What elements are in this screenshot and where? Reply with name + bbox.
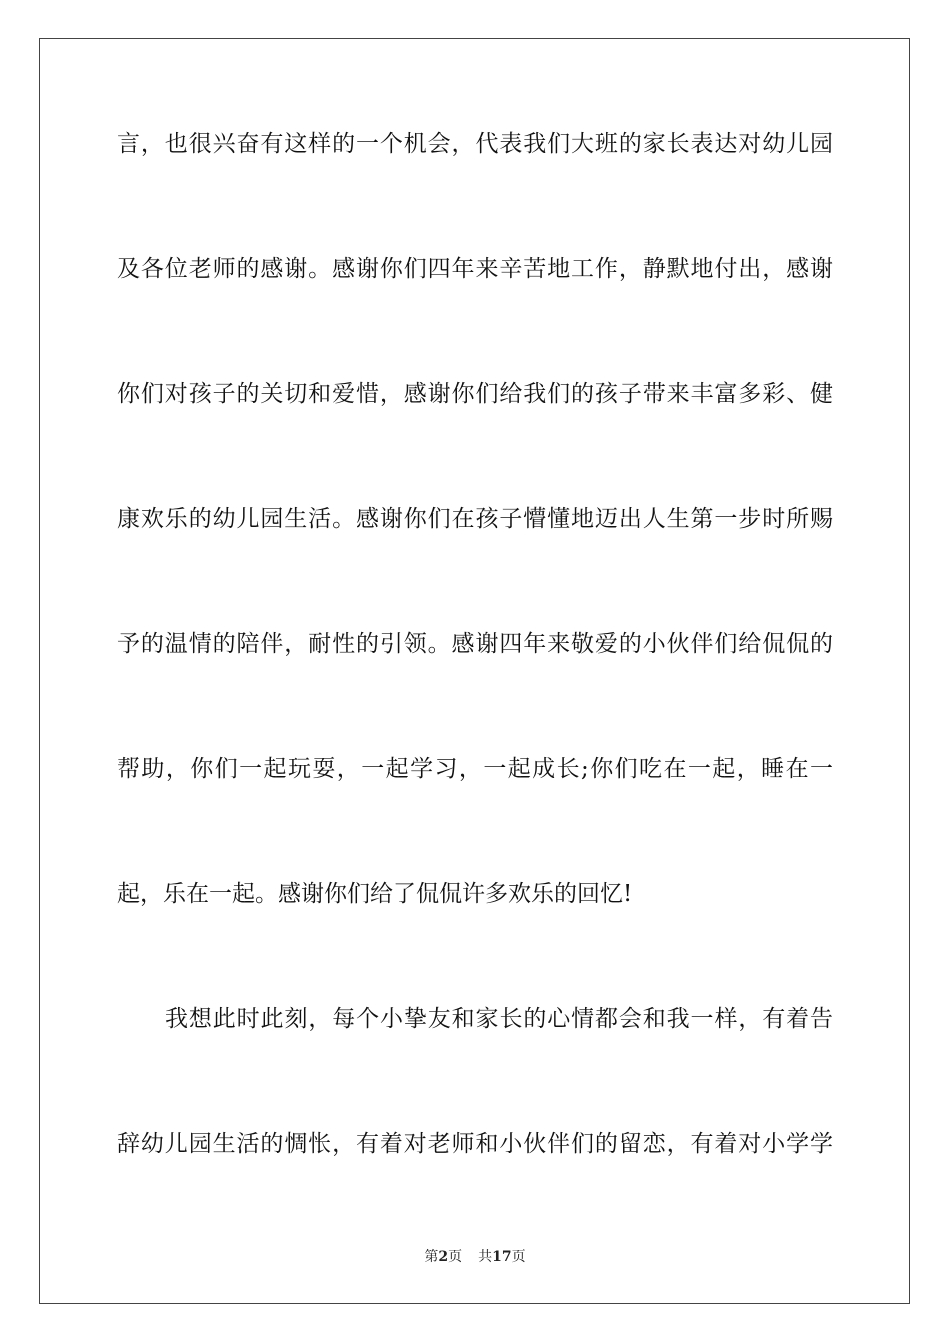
- text-line-1: 言，也很兴奋有这样的一个机会，代表我们大班的家长表达对幼儿园: [117, 131, 833, 157]
- footer-page-prefix: 第: [424, 1249, 439, 1265]
- footer-page-number: 2: [438, 1249, 449, 1265]
- text-line-2: 及各位老师的感谢。感谢你们四年来辛苦地工作，静默地付出，感谢: [117, 256, 833, 282]
- page-frame: [39, 38, 910, 1304]
- footer-page-suffix: 页: [448, 1249, 463, 1265]
- text-line-8: 我想此时此刻，每个小挚友和家长的心情都会和我一样，有着告: [165, 1006, 833, 1032]
- footer-total-prefix: 共: [478, 1249, 493, 1265]
- footer-total-suffix: 页: [511, 1249, 526, 1265]
- text-line-7: 起，乐在一起。感谢你们给了侃侃许多欢乐的回忆!: [117, 881, 633, 907]
- text-line-4: 康欢乐的幼儿园生活。感谢你们在孩子懵懂地迈出人生第一步时所赐: [117, 506, 833, 532]
- page-footer: [0, 1247, 950, 1267]
- text-line-9: 辞幼儿园生活的惆怅，有着对老师和小伙伴们的留恋，有着对小学学: [117, 1131, 833, 1157]
- text-line-3: 你们对孩子的关切和爱惜，感谢你们给我们的孩子带来丰富多彩、健: [117, 381, 833, 407]
- footer-total-pages: 17: [492, 1249, 512, 1265]
- text-line-6: 帮助，你们一起玩耍，一起学习，一起成长;你们吃在一起，睡在一: [117, 756, 833, 782]
- text-line-5: 予的温情的陪伴，耐性的引领。感谢四年来敬爱的小伙伴们给侃侃的: [117, 631, 833, 657]
